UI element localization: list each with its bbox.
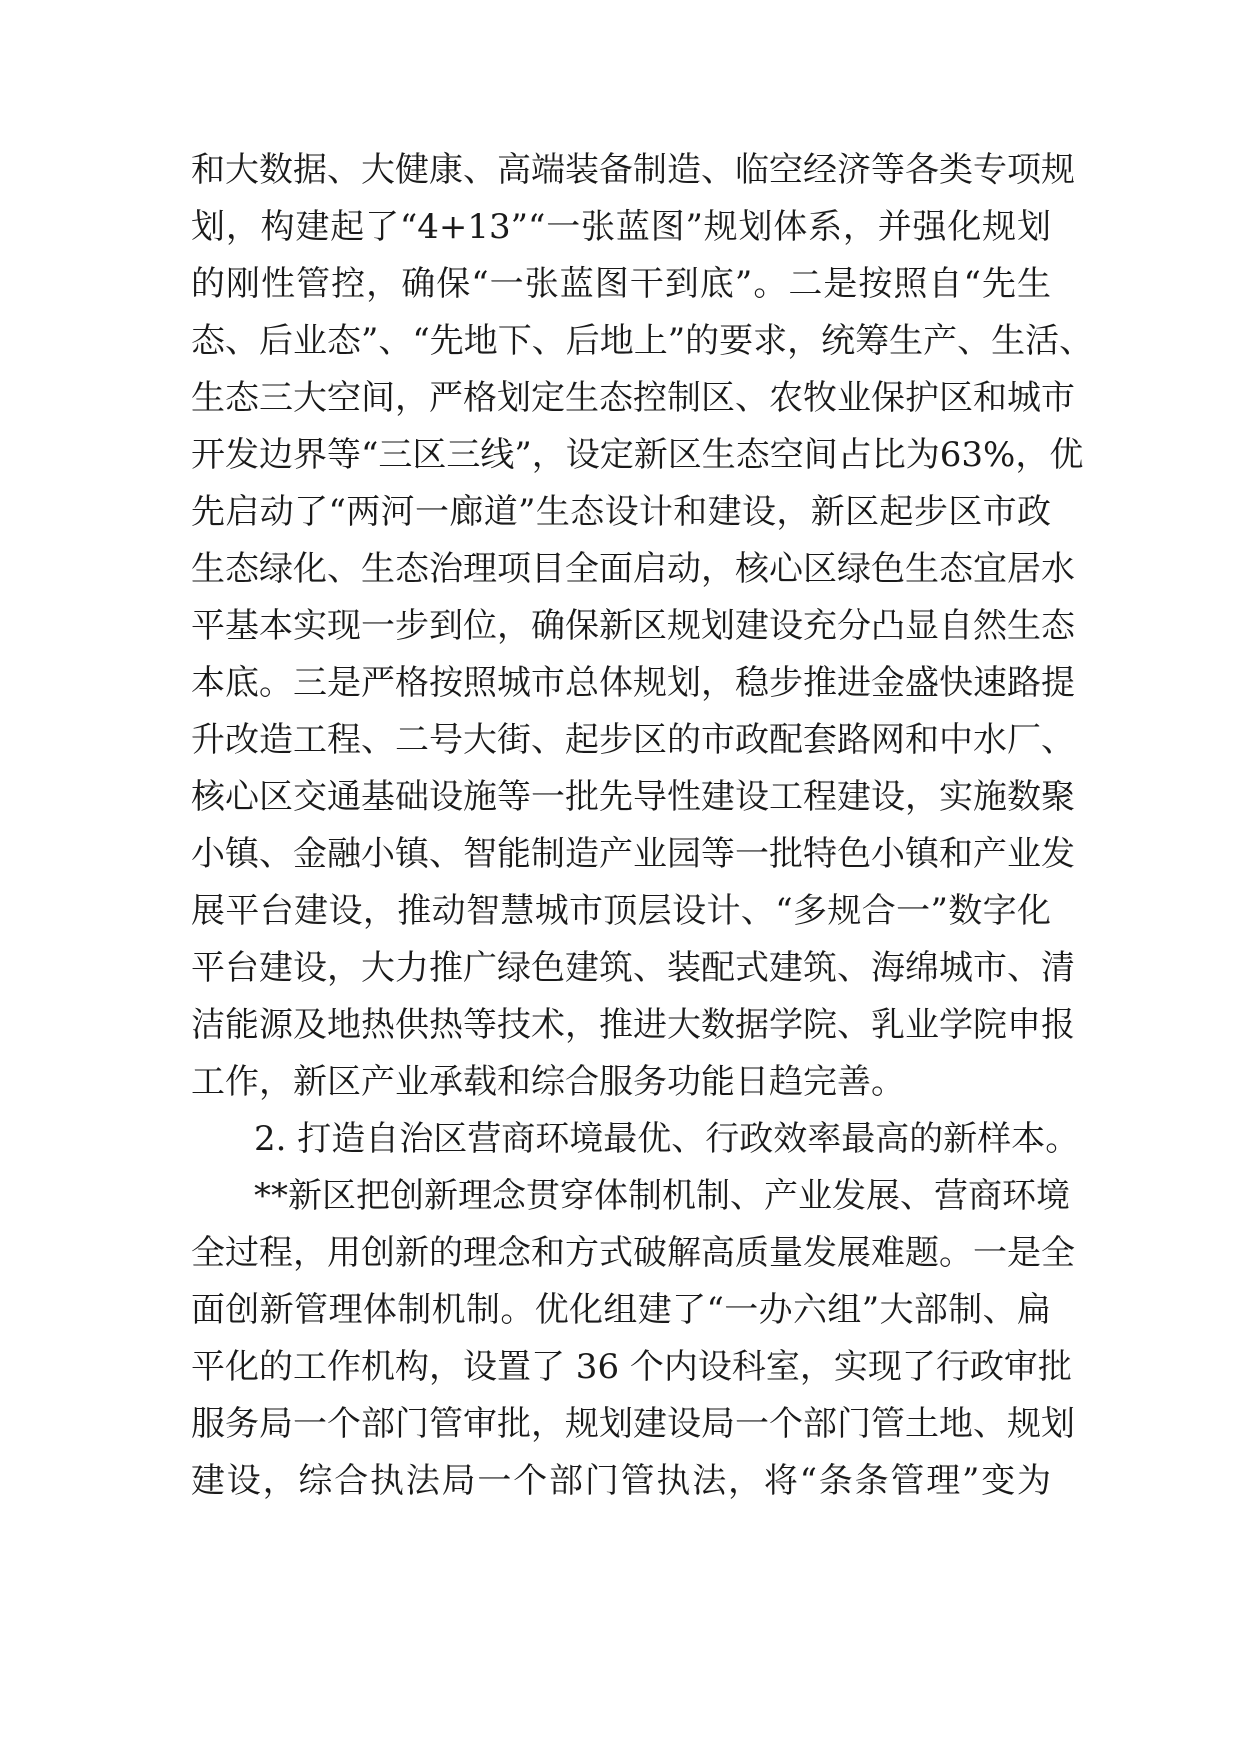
body-text-line: 面创新管理体制机制。优化组建了“一办六组”大部制、扁: [191, 1290, 1051, 1330]
section-heading: 2. 打造自治区营商环境最优、行政效率最高的新样本。: [254, 1119, 1080, 1159]
body-text-line: 工作，新区产业承载和综合服务功能日趋完善。: [191, 1062, 905, 1102]
body-text-line: 平基本实现一步到位，确保新区规划建设充分凸显自然生态: [191, 606, 1075, 646]
body-text-line: **新区把创新理念贯穿体制机制、产业发展、营商环境: [254, 1176, 1070, 1216]
body-text-line: 平化的工作机构，设置了 36 个内设科室，实现了行政审批: [191, 1347, 1072, 1387]
body-text-line: 升改造工程、二号大街、起步区的市政配套路网和中水厂、: [191, 720, 1075, 760]
body-text-line: 核心区交通基础设施等一批先导性建设工程建设，实施数聚: [191, 777, 1075, 817]
body-text-line: 平台建设，大力推广绿色建筑、装配式建筑、海绵城市、清: [191, 948, 1075, 988]
body-text-line: 本底。三是严格按照城市总体规划，稳步推进金盛快速路提: [191, 663, 1075, 703]
body-text-line: 服务局一个部门管审批，规划建设局一个部门管土地、规划: [191, 1404, 1075, 1444]
body-text-line: 先启动了“两河一廊道”生态设计和建设，新区起步区市政: [191, 492, 1051, 532]
body-text-line: 的刚性管控，确保“一张蓝图干到底”。二是按照自“先生: [191, 264, 1051, 304]
body-text-line: 全过程，用创新的理念和方式破解高质量发展难题。一是全: [191, 1233, 1075, 1273]
body-text-line: 生态三大空间，严格划定生态控制区、农牧业保护区和城市: [191, 378, 1075, 418]
body-text-line: 小镇、金融小镇、智能制造产业园等一批特色小镇和产业发: [191, 834, 1075, 874]
body-text-line: 和大数据、大健康、高端装备制造、临空经济等各类专项规: [191, 150, 1075, 190]
body-text-line: 洁能源及地热供热等技术，推进大数据学院、乳业学院申报: [191, 1005, 1075, 1045]
body-text-line: 生态绿化、生态治理项目全面启动，核心区绿色生态宜居水: [191, 549, 1075, 589]
body-text-line: 划，构建起了“4+13”“一张蓝图”规划体系，并强化规划: [191, 207, 1051, 247]
body-text-line: 展平台建设，推动智慧城市顶层设计、“多规合一”数字化: [191, 891, 1051, 931]
body-text-line: 开发边界等“三区三线”，设定新区生态空间占比为63%，优: [191, 435, 1084, 475]
body-text-line: 建设，综合执法局一个部门管执法，将“条条管理”变为: [191, 1461, 1051, 1501]
body-text-line: 态、后业态”、“先地下、后地上”的要求，统筹生产、生活、: [191, 321, 1094, 361]
